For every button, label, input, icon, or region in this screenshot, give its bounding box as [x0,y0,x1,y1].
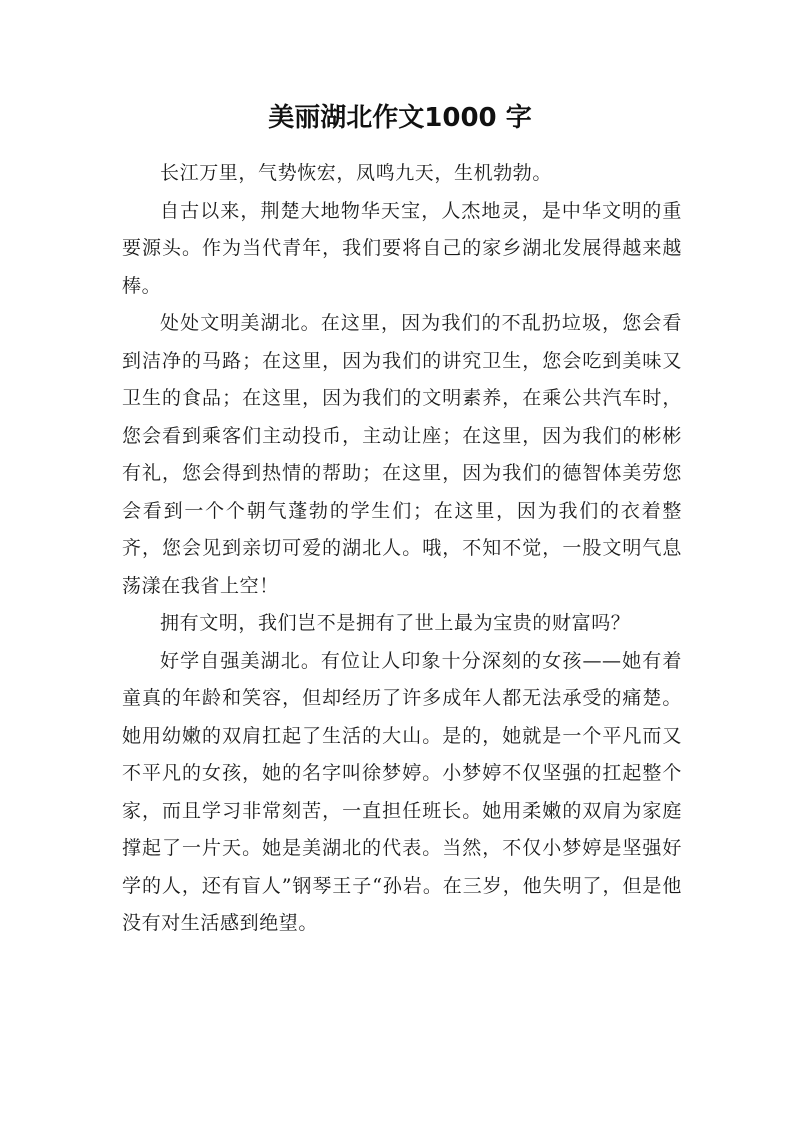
paragraph: 长江万里，气势恢宏，凤鸣九天，生机勃勃。 [160,162,553,184]
document-title: 美丽湖北作文1000 字 [268,103,532,133]
paragraph: 处处文明美湖北。在这里，因为我们的不乱扔垃圾，您会看到洁净的马路；在这里，因为我们的讲究卫生，您会吃到美味又卫生的食品；在这里，因为我们的文明素养，在乘公共汽车时，您会看到乘客们主动投币，主动让座；在这里，因为我们的彬彬有礼，您会得到热情的帮助；在这里，因为我们的德智体美劳您会看到一个个朝气蓬勃的学生们；在这里，因为我们的衣着整齐，您会见到亲切可爱的湖北人。哦，不知不觉，一股文明气息荡漾在我省上空！ [122,312,682,597]
paragraph: 拥有文明，我们岂不是拥有了世上最为宝贵的财富吗？ [160,612,631,634]
paragraph: 自古以来，荆楚大地物华天宝，人杰地灵，是中华文明的重要源头。作为当代青年，我们要将自己的家乡湖北发展得越来越棒。 [122,199,682,297]
document-body [122,155,682,943]
paragraph: 好学自强美湖北。有位让人印象十分深刻的女孩——她有着童真的年龄和笑容，但却经历了许多成年人都无法承受的痛楚。她用幼嫩的双肩扛起了生活的大山。是的，她就是一个平凡而又不平凡的女孩，她的名字叫徐梦婷。小梦婷不仅坚强的扛起整个家，而且学习非常刻苦，一直担任班长。她用柔嫩的双肩为家庭撑起了一片天。她是美湖北的代表。当然，不仅小梦婷是坚强好学的人，还有盲人”钢琴王子“孙岩。在三岁，他失明了，但是他没有对生活感到绝望。 [122,649,682,934]
